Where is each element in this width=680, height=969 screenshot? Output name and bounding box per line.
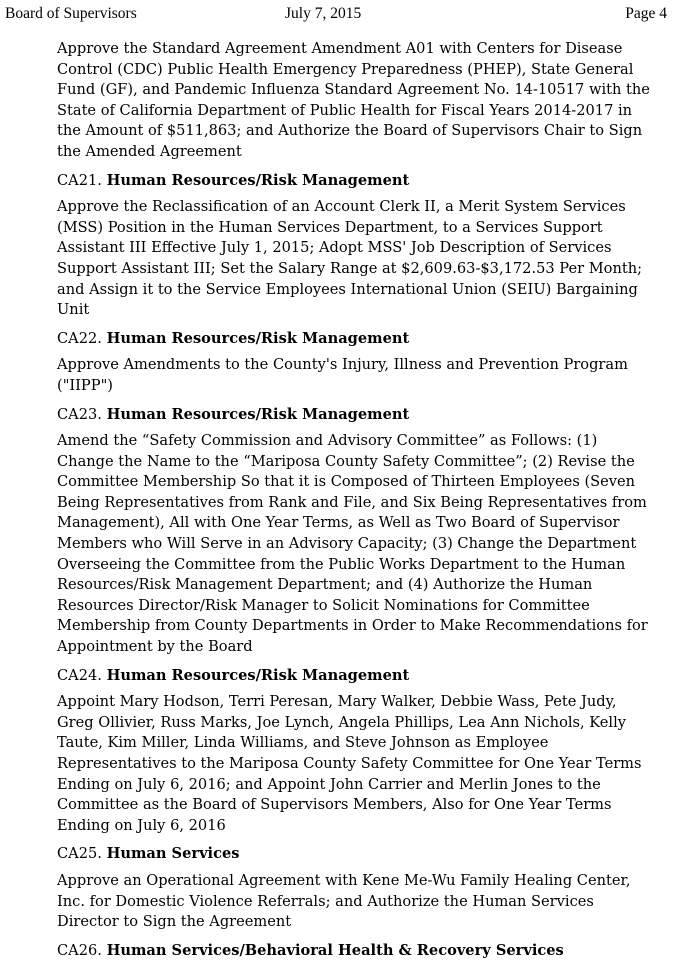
agenda-item-text: Approve the Reclassification of an Account Clerk II, a Merit System Services (MSS) Position in the Human Services Department, to a Services Support Assistant III Effective July 1, 2015; Adopt MSS' Job Description of Services Support Assistant III; Set the Salary Range at $2,609.63-$3,172.53 Per Month; and Assign it to the Service Employees International Union (SEIU) Bargaining Unit <box>57 198 643 319</box>
agenda-item-text: Amend the “Safety Commission and Advisory Committee” as Follows: (1) Change the Name to the “Mariposa County Safety Committee”; (2) Revise the Committee Membership So that it is Composed of Thirteen Employees (Seven Being Representatives from Rank and File, and Six Being Representatives from Management), All with One Year Terms, as Well as Two Board of Supervisor Members who Will Serve in an Advisory Capacity; (3) Change the Department Overseeing the Committee from the Public Works Department to the Human Resources/Risk Management Department; and (4) Authorize the Human Resources Director/Risk Manager to Solicit Nominations for Committee Membership from County Departments in Order to Make Recommendations for Appointment by the Board <box>57 432 648 656</box>
header-board-name: Board of Supervisors <box>5 5 137 22</box>
agenda-item-ca21 <box>57 171 655 321</box>
agenda-item-text: Approve an Operational Agreement with Kene Me-Wu Family Healing Center, Inc. for Domestic Violence Referrals; and Authorize the Human Services Director to Sign the Agreement <box>57 871 631 931</box>
agenda-item-heading <box>57 844 655 865</box>
agenda-item-number: CA23. <box>57 405 102 423</box>
agenda-item-department: Human Resources/Risk Management <box>106 171 410 189</box>
agenda-item-ca25 <box>57 844 655 932</box>
header-page-number: Page 4 <box>625 5 667 22</box>
agenda-item-ca24 <box>57 666 655 837</box>
agenda-item-ca22 <box>57 329 655 397</box>
agenda-item-heading <box>57 941 655 962</box>
agenda-item-heading <box>57 666 655 687</box>
agenda-item-ca23 <box>57 405 655 658</box>
page-header <box>0 5 680 25</box>
agenda-item-department: Human Services <box>106 845 240 863</box>
agenda-content <box>57 39 655 969</box>
agenda-item-number: CA26. <box>57 941 102 959</box>
agenda-item-heading <box>57 329 655 350</box>
intro-paragraph: Approve the Standard Agreement Amendment A01 with Centers for Disease Control (CDC) Public Health Emergency Preparedness (PHEP), State General Fund (GF), and Pandemic Influenza Standard Agreement No. 14-10517 with the State of California Department of Public Health for Fiscal Years 2014-2017 in the Amount of $511,863; and Authorize the Board of Supervisors Chair to Sign the Amended Agreement <box>57 40 650 160</box>
header-date: July 7, 2015 <box>285 5 362 22</box>
agenda-item-text: Approve Amendments to the County's Injury, Illness and Prevention Program ("IIPP") <box>57 356 628 394</box>
agenda-item-department: Human Resources/Risk Management <box>106 666 410 684</box>
agenda-item-number: CA25. <box>57 845 102 863</box>
agenda-item-number: CA22. <box>57 329 102 347</box>
agenda-item-department: Human Resources/Risk Management <box>106 329 410 347</box>
agenda-item-number: CA24. <box>57 666 102 684</box>
agenda-item-department: Human Resources/Risk Management <box>106 405 410 423</box>
agenda-item-heading <box>57 405 655 426</box>
agenda-item-ca26 <box>57 941 655 962</box>
agenda-item-heading <box>57 171 655 192</box>
agenda-item-department: Human Services/Behavioral Health & Recovery Services <box>106 941 564 959</box>
agenda-item-text: Appoint Mary Hodson, Terri Peresan, Mary Walker, Debbie Wass, Pete Judy, Greg Ollivier, Russ Marks, Joe Lynch, Angela Phillips, Lea Ann Nichols, Kelly Taute, Kim Miller, Linda Williams, and Steve Johnson as Employee Representatives to the Mariposa County Safety Committee for One Year Terms Ending on July 6, 2016; and Appoint John Carrier and Merlin Jones to the Committee as the Board of Supervisors Members, Also for One Year Terms Ending on July 6, 2016 <box>57 693 642 834</box>
agenda-item-number: CA21. <box>57 171 102 189</box>
intro-item <box>57 39 655 163</box>
